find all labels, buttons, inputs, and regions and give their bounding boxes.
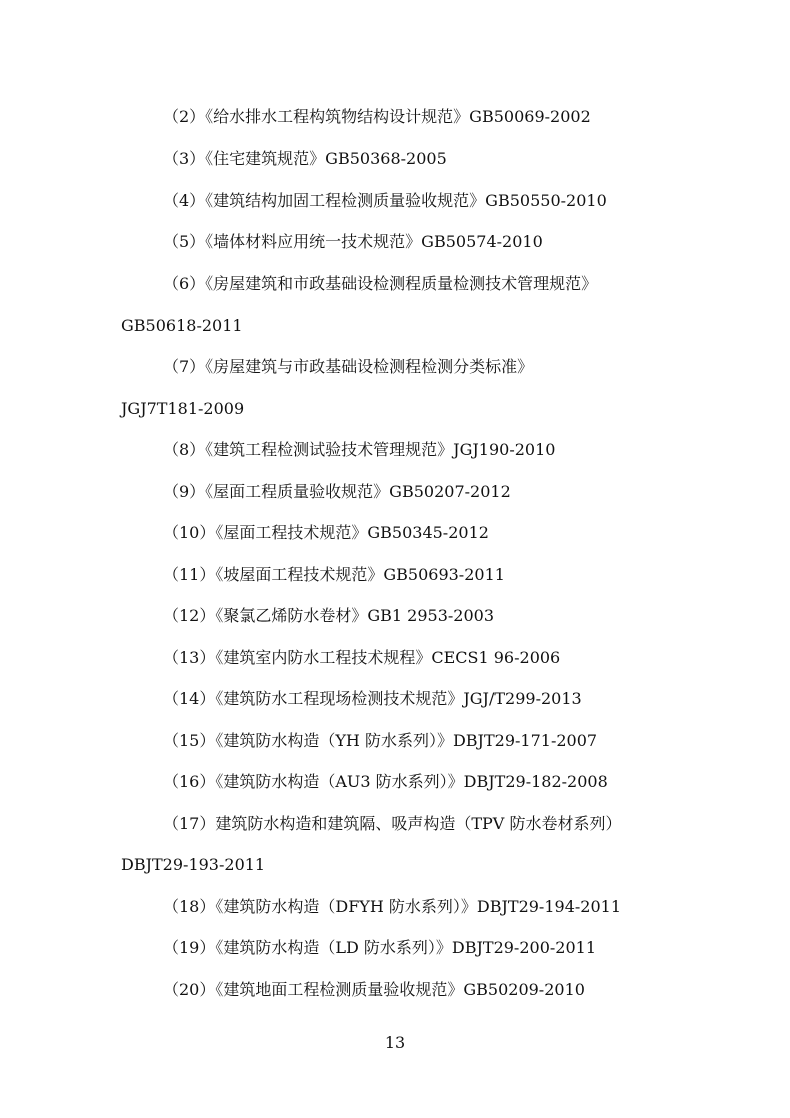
reference-item-9: （9）《屋面工程质量验收规范》GB50207-2012: [163, 482, 511, 501]
reference-item-14: （14）《建筑防水工程现场检测技术规范》JGJ/T299-2013: [163, 689, 582, 708]
reference-item-17-continuation: DBJT29-193-2011: [121, 855, 266, 874]
reference-item-19: （19）《建筑防水构造（LD 防水系列）》DBJT29-200-2011: [163, 938, 597, 957]
reference-item-5: （5）《墙体材料应用统一技术规范》GB50574-2010: [163, 232, 543, 251]
reference-item-17: （17）建筑防水构造和建筑隔、吸声构造（TPV 防水卷材系列）: [163, 814, 622, 833]
reference-item-6: （6）《房屋建筑和市政基础设检测程质量检测技术管理规范》: [163, 274, 598, 293]
reference-item-7: （7）《房屋建筑与市政基础设检测程检测分类标准》: [163, 357, 534, 376]
reference-item-13: （13）《建筑室内防水工程技术规程》CECS1 96-2006: [163, 648, 561, 667]
reference-item-3: （3）《住宅建筑规范》GB50368-2005: [163, 149, 447, 168]
reference-item-4: （4）《建筑结构加固工程检测质量验收规范》GB50550-2010: [163, 191, 607, 210]
reference-item-10: （10）《屋面工程技术规范》GB50345-2012: [163, 523, 489, 542]
reference-item-6-continuation: GB50618-2011: [121, 316, 243, 335]
reference-item-8: （8）《建筑工程检测试验技术管理规范》JGJ190-2010: [163, 440, 556, 459]
reference-item-20: （20）《建筑地面工程检测质量验收规范》GB50209-2010: [163, 980, 585, 999]
reference-item-2: （2）《给水排水工程构筑物结构设计规范》GB50069-2002: [163, 107, 591, 126]
reference-item-12: （12）《聚氯乙烯防水卷材》GB1 2953-2003: [163, 606, 495, 625]
page-number: 13: [384, 1033, 406, 1052]
reference-item-7-continuation: JGJ7T181-2009: [121, 399, 245, 418]
reference-item-18: （18）《建筑防水构造（DFYH 防水系列）》DBJT29-194-2011: [163, 897, 621, 916]
reference-item-16: （16）《建筑防水构造（AU3 防水系列）》DBJT29-182-2008: [163, 772, 608, 791]
reference-item-11: （11）《坡屋面工程技术规范》GB50693-2011: [163, 565, 505, 584]
reference-item-15: （15）《建筑防水构造（YH 防水系列）》DBJT29-171-2007: [163, 731, 598, 750]
